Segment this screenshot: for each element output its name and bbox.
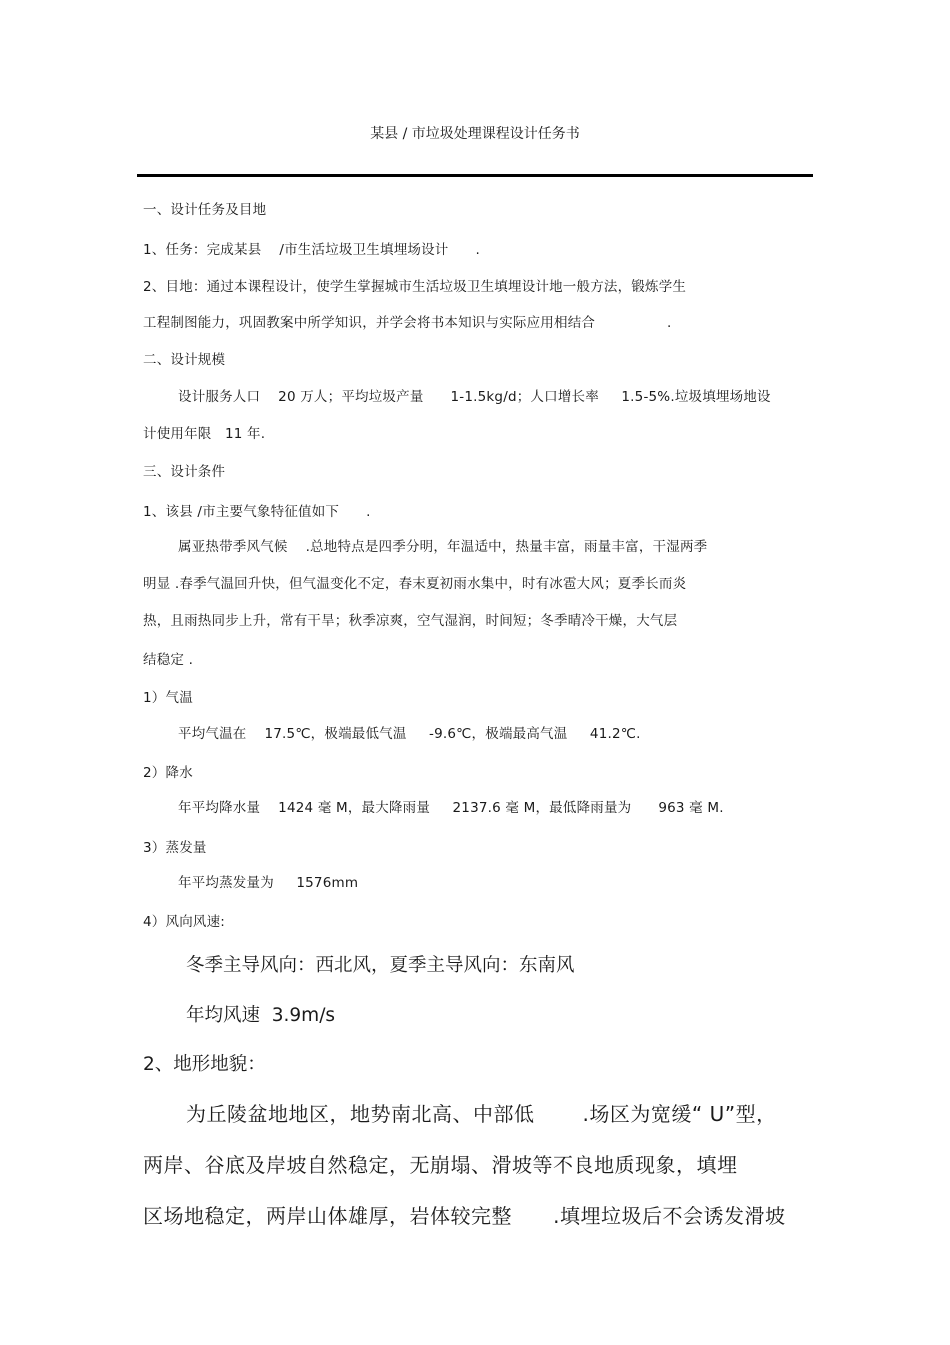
section-heading-terrain: 2、地形地貌： [143, 1054, 266, 1075]
paragraph-line: 结稳定 . [143, 652, 194, 668]
subheading-temperature: 1）气温 [143, 690, 193, 706]
paragraph-line: 计使用年限 11 年. [143, 426, 266, 442]
paragraph-line: 设计服务人口 20 万人；平均垃圾产量 1-1.5kg/d；人口增长率 1.5-5%.垃圾填埋场地设 [178, 389, 771, 405]
paragraph-line: 热，且雨热同步上升，常有干旱；秋季凉爽，空气湿润，时间短；冬季晴冷干燥，大气层 [143, 613, 678, 629]
subheading-wind: 4）风向风速: [143, 914, 226, 930]
paragraph-line: 年均风速 3.9m/s [186, 1005, 336, 1026]
document-title: 某县 / 市垃圾处理课程设计任务书 [370, 126, 580, 142]
paragraph-line: 年平均降水量 1424 毫 M，最大降雨量 2137.6 毫 M，最低降雨量为 963 毫 M. [178, 800, 724, 816]
section-heading-scale: 二、设计规模 [143, 352, 226, 368]
paragraph-line: 年平均蒸发量为 1576mm [178, 875, 359, 891]
section-heading-task: 一、设计任务及目地 [143, 202, 267, 218]
paragraph-line: 为丘陵盆地地区，地势南北高、中部低 .场区为宽缓“ U”型， [186, 1102, 777, 1126]
paragraph-line: 区场地稳定，两岸山体雄厚，岩体较完整 .填埋垃圾后不会诱发滑坡 [143, 1204, 786, 1228]
paragraph-line: 2、目地：通过本课程设计，使学生掌握城市生活垃圾卫生填埋设计地一般方法，锻炼学生 [143, 279, 687, 295]
paragraph-line: 工程制图能力，巩固教案中所学知识，并学会将书本知识与实际应用相结合 . [143, 315, 672, 331]
subheading-precipitation: 2）降水 [143, 765, 193, 781]
title-divider [137, 174, 813, 177]
paragraph-line: 明显 .春季气温回升快，但气温变化不定，春末夏初雨水集中，时有冰雹大风；夏季长而炎 [143, 576, 687, 592]
section-heading-conditions: 三、设计条件 [143, 464, 226, 480]
paragraph-line: 属亚热带季风气候 .总地特点是四季分明，年温适中，热量丰富，雨量丰富，干湿两季 [178, 539, 708, 555]
paragraph-line: 1、任务：完成某县 /市生活垃圾卫生填埋场设计 . [143, 242, 480, 258]
subheading-evaporation: 3）蒸发量 [143, 840, 207, 856]
paragraph-line: 冬季主导风向：西北风，夏季主导风向：东南风 [186, 955, 575, 976]
paragraph-line: 1、该县 /市主要气象特征值如下 . [143, 504, 371, 520]
paragraph-line: 平均气温在 17.5℃，极端最低气温 -9.6℃，极端最高气温 41.2℃. [178, 726, 641, 742]
paragraph-line: 两岸、谷底及岸坡自然稳定，无崩塌、滑坡等不良地质现象，填埋 [143, 1153, 738, 1177]
